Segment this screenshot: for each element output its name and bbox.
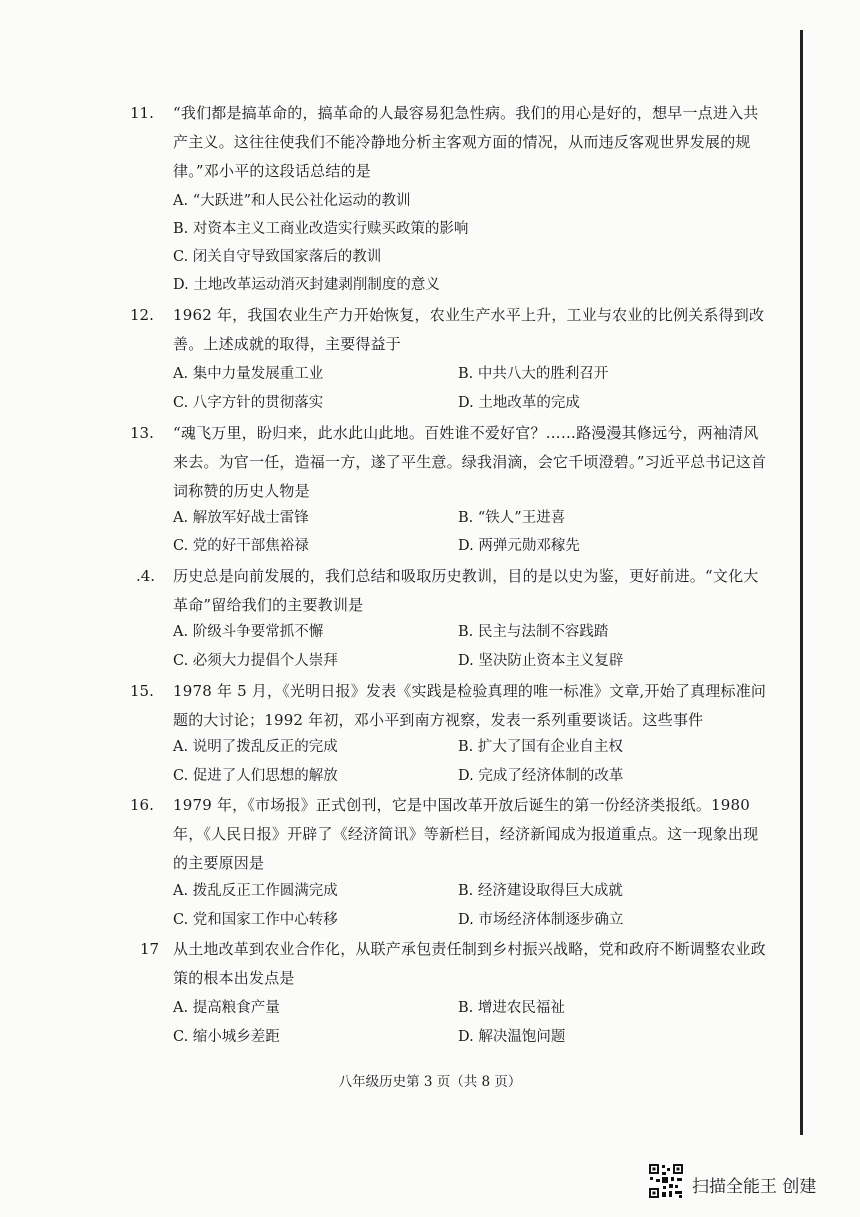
- option-d: D. 解决温饱问题: [458, 1029, 566, 1045]
- option-a: A. 阶级斗争要常抓不懈: [173, 624, 324, 640]
- option-a: A. 解放军好战士雷锋: [173, 510, 309, 526]
- option-c: C. 党和国家工作中心转移: [173, 912, 338, 928]
- question-number: 15.: [130, 682, 154, 700]
- option-b: B. 对资本主义工商业改造实行赎买政策的影响: [173, 221, 469, 237]
- option-d: D. 两弹元勋邓稼先: [458, 538, 580, 554]
- option-c: C. 必须大力提倡个人崇拜: [173, 653, 338, 669]
- option-b: B. 中共八大的胜利召开: [458, 366, 609, 382]
- question-number: 13.: [130, 424, 154, 442]
- option-c: C. 缩小城乡差距: [173, 1029, 280, 1045]
- option-a: A. 提高粮食产量: [173, 1000, 280, 1016]
- option-d: D. 土地改革的完成: [458, 395, 580, 411]
- option-b: B. “铁人”王进喜: [458, 510, 566, 526]
- question-stem: 历史总是向前发展的，我们总结和吸取历史教训，目的是以史为鉴，更好前进。“文化大革命”留给我们的主要教训是: [173, 567, 759, 614]
- option-d: D. 土地改革运动消灭封建剥削制度的意义: [173, 277, 440, 293]
- option-c: C. 闭关自守导致国家落后的教训: [173, 249, 382, 265]
- scan-edge-line: [800, 30, 803, 1135]
- question-number: 12.: [130, 306, 154, 324]
- option-b: B. 民主与法制不容践踏: [458, 624, 609, 640]
- option-d: D. 完成了经济体制的改革: [458, 768, 624, 784]
- scanner-watermark: [648, 1163, 848, 1203]
- question-number: .4.: [136, 567, 156, 585]
- qr-code-icon: [648, 1163, 684, 1199]
- option-b: B. 经济建设取得巨大成就: [458, 883, 623, 899]
- option-d: D. 坚决防止资本主义复辟: [458, 653, 624, 669]
- question-number: 11.: [130, 104, 154, 122]
- option-c: C. 促进了人们思想的解放: [173, 768, 338, 784]
- option-b: B. 扩大了国有企业自主权: [458, 739, 623, 755]
- scanner-app-label: 扫描全能王 创建: [692, 1177, 817, 1197]
- question-stem: 1979 年，《市场报》正式创刊，它是中国改革开放后诞生的第一份经济类报纸。1980 年，《人民日报》开辟了《经济简讯》等新栏目，经济新闻成为报道重点。这一现象出现的主要原因是: [173, 796, 759, 872]
- option-c: C. 八字方针的贯彻落实: [173, 395, 324, 411]
- option-d: D. 市场经济体制逐步确立: [458, 912, 624, 928]
- page-footer: 八年级历史第 3 页（共 8 页）: [338, 1074, 522, 1090]
- question-stem: 1978 年 5 月，《光明日报》发表《实践是检验真理的唯一标准》文章,开始了真理标准问题的大讨论；1992 年初，邓小平到南方视察，发表一系列重要谈话。这些事件: [173, 682, 767, 729]
- question-stem: 1962 年，我国农业生产力开始恢复，农业生产水平上升，工业与农业的比例关系得到改善。上述成就的取得，主要得益于: [173, 306, 765, 353]
- question-stem: 从土地改革到农业合作化，从联产承包责任制到乡村振兴战略，党和政府不断调整农业政策的根本出发点是: [173, 940, 766, 987]
- option-a: A. 集中力量发展重工业: [173, 366, 324, 382]
- question-number: 17: [140, 940, 160, 958]
- option-c: C. 党的好干部焦裕禄: [173, 538, 309, 554]
- option-a: A. 拨乱反正工作圆满完成: [173, 883, 338, 899]
- option-a: A. 说明了拨乱反正的完成: [173, 739, 338, 755]
- question-stem: “魂飞万里，盼归来，此水此山此地。百姓谁不爱好官？……路漫漫其修远兮，两袖清风来去。为官一任，造福一方，遂了平生意。绿我涓滴，会它千顷澄碧。”习近平总书记这首词称赞的历史人物是: [173, 424, 767, 500]
- option-a: A. “大跃进”和人民公社化运动的教训: [173, 193, 411, 209]
- question-number: 16.: [130, 796, 154, 814]
- option-b: B. 增进农民福祉: [458, 1000, 565, 1016]
- question-stem: “我们都是搞革命的，搞革命的人最容易犯急性病。我们的用心是好的，想早一点进入共产主义。这往往使我们不能冷静地分析主客观方面的情况，从而违反客观世界发展的规律。”邓小平的这段话总结的是: [173, 104, 759, 180]
